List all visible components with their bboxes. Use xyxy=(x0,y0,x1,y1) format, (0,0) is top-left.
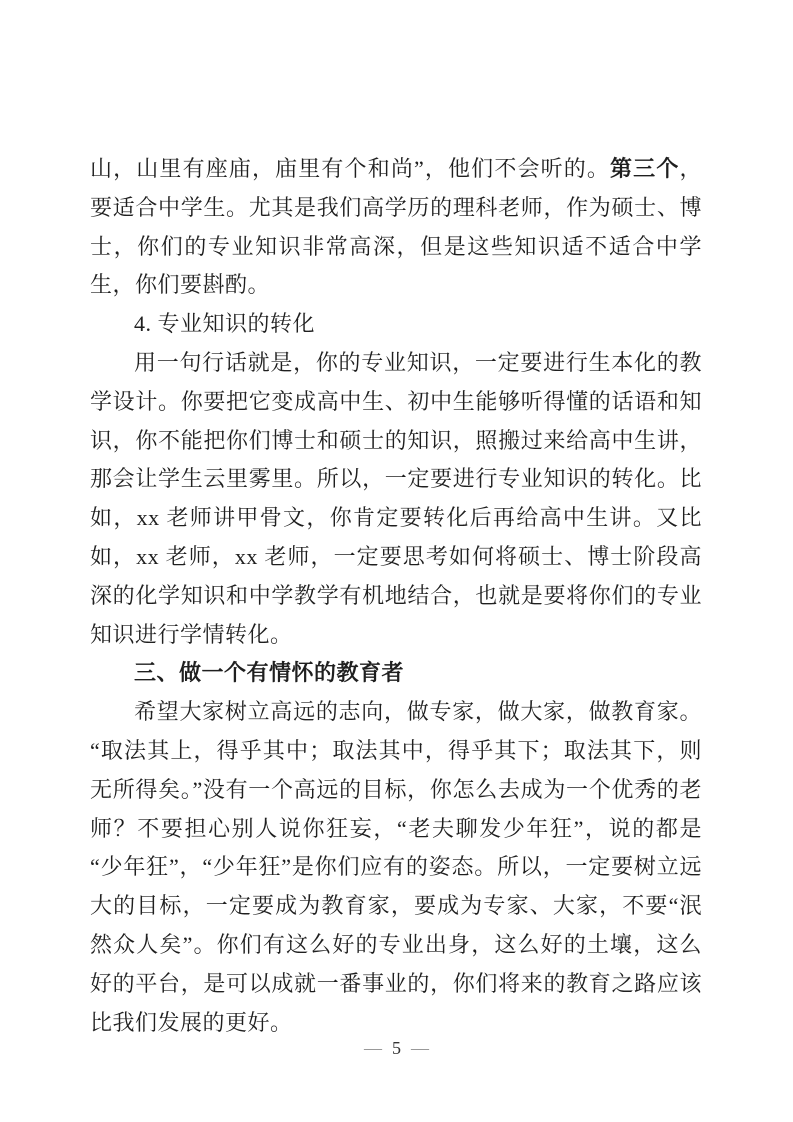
document-body xyxy=(90,150,702,1042)
paragraph-text: ，要适合中学生。尤其是我们高学历的理科老师，作为硕士、博士，你们的专业知识非常高深，但是这些知识适不适合中学生，你们要斟酌。 xyxy=(90,156,702,298)
paragraph-body: 希望大家树立高远的志向，做专家，做大家，做教育家。“取法其上，得乎其中；取法其中，得乎其下；取法其下，则无所得矣。”没有一个高远的目标，你怎么去成为一个优秀的老师？不要担心别人说你狂妄，“老夫聊发少年狂”，说的都是“少年狂”，“少年狂”是你们应有的姿态。所以，一定要树立远大的目标，一定要成为教育家，要成为专家、大家，不要“泯然众人矣”。你们有这么好的专业出身，这么好的土壤，这么好的平台，是可以成就一番事业的，你们将来的教育之路应该比我们发展的更好。 xyxy=(90,699,702,1035)
paragraph-continuation xyxy=(90,150,702,305)
page-number-dash-left: — xyxy=(364,1038,382,1058)
section-heading: 三、做一个有情怀的教育者 xyxy=(134,660,405,686)
bold-phrase: 第三个 xyxy=(610,156,680,181)
numbered-subheading: 4. 专业知识的转化 xyxy=(134,311,316,337)
paragraph-body: 用一句行话就是，你的专业知识，一定要进行生本化的教学设计。你要把它变成高中生、初中生能够听得懂的话语和知识，你不能把你们博士和硕士的知识，照搬过来给高中生讲，那会让学生云里雾里。所以，一定要进行专业知识的转化。比如，xx 老师讲甲骨文，你肯定要转化后再给高中生讲。又比如，xx 老师，xx 老师，一定要思考如何将硕士、博士阶段高深的化学知识和中学教学有机地结合，也就是要将你们的专业知识进行学情转化。 xyxy=(90,349,702,647)
page-number-dash-right: — xyxy=(411,1038,429,1058)
paragraph-text: 山，山里有座庙，庙里有个和尚”，他们不会听的。 xyxy=(90,156,611,181)
page-number xyxy=(0,1035,793,1061)
page-number-value: 5 xyxy=(392,1038,401,1058)
